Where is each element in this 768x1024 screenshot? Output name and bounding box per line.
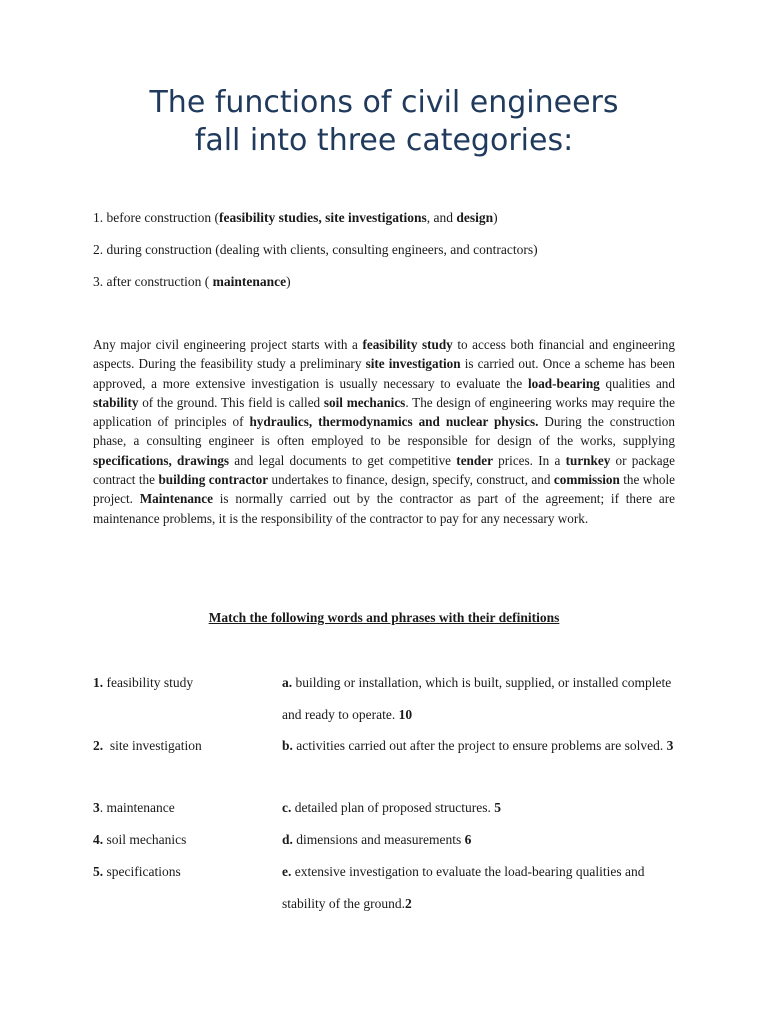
match-definition-d: d. dimensions and measurements 6 (282, 832, 472, 847)
match-term-3: 3. maintenance (93, 800, 175, 815)
title-line-2: fall into three categories: (194, 123, 574, 158)
match-definition-b: b. activities carried out after the project to ensure problems are solved. 3 (282, 738, 674, 753)
page-title (40, 84, 728, 160)
category-item-before: 1. before construction (feasibility studies, site investigations, and design) (93, 210, 498, 225)
title-line-1: The functions of civil engineers (149, 85, 619, 120)
match-term-4: 4. soil mechanics (93, 832, 187, 847)
match-term-2: 2. site investigation (93, 738, 202, 753)
match-term-1: 1. feasibility study (93, 675, 194, 690)
match-definition-e: e. extensive investigation to evaluate the load-bearing qualities and stability of the ground.2 (282, 864, 645, 911)
category-item-after: 3. after construction ( maintenance) (93, 274, 291, 289)
category-item-during: 2. during construction (dealing with clients, consulting engineers, and contractors) (93, 242, 538, 257)
match-definition-c: c. detailed plan of proposed structures. 5 (282, 800, 501, 815)
match-definition-a: a. building or installation, which is built, supplied, or installed complete and ready to operate. 10 (282, 675, 672, 722)
match-heading: Match the following words and phrases with their definitions (208, 610, 560, 625)
body-paragraph: Any major civil engineering project starts with a feasibility study to access both financial and engineering aspects. During the feasibility study a preliminary site investigation is carried out. Once a scheme has been approved, a more extensive investigation is usually necessary to evaluate the load-bearing qualities and stability of the ground. This field is called soil mechanics. The design of engineering works may require the application of principles of hydraulics, thermodynamics and nuclear physics. During the construction phase, a consulting engineer is often employed to be responsible for design of the works, supplying specifications, drawings and legal documents to get competitive tender prices. In a turnkey or package contract the building contractor undertakes to finance, design, specify, construct, and commission the whole project. Maintenance is normally carried out by the contractor as part of the agreement; if there are maintenance problems, it is the responsibility of the contractor to pay for any necessary work. (93, 337, 676, 526)
match-term-5: 5. specifications (93, 864, 181, 879)
